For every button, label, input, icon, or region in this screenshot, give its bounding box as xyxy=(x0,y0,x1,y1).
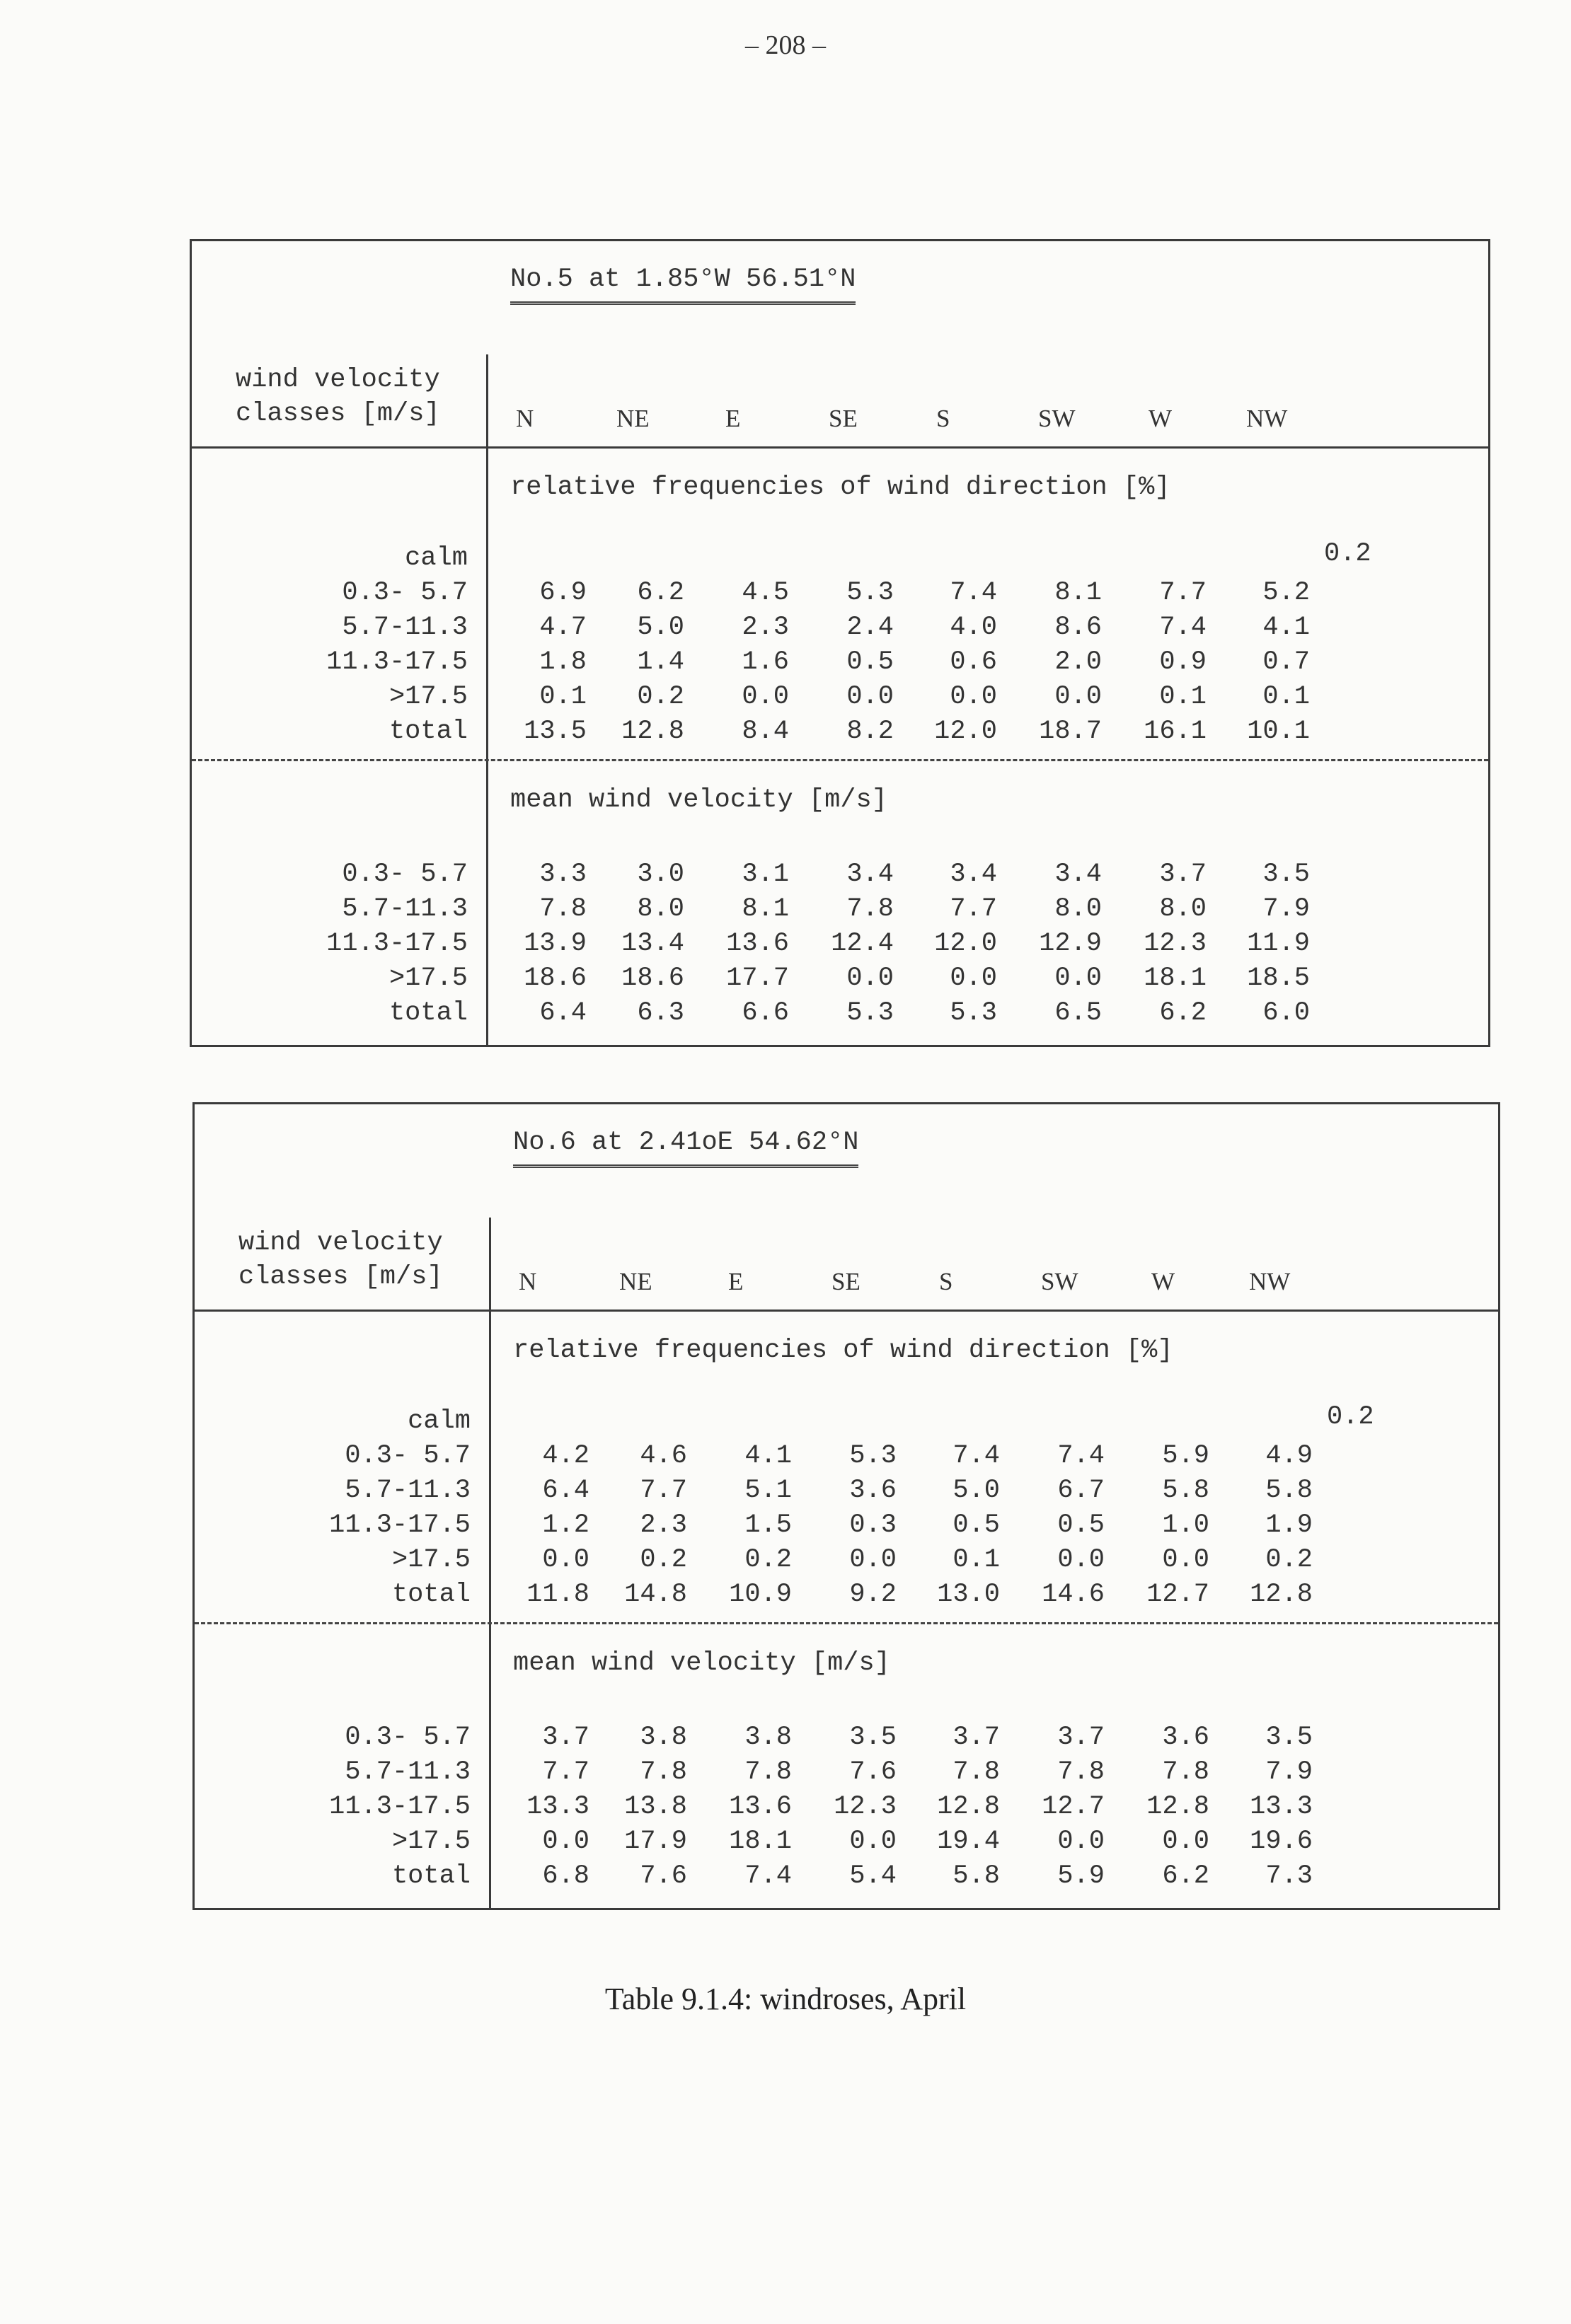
table-caption: Table 9.1.4: windroses, April xyxy=(604,1982,967,2016)
table-cell: 3.6 xyxy=(849,1476,897,1505)
header-rule xyxy=(195,1310,1498,1312)
table-cell: 0.9 xyxy=(1159,647,1207,677)
table-cell: 5.3 xyxy=(849,1441,897,1471)
table-cell: 3.4 xyxy=(1054,860,1102,889)
table-cell: 2.0 xyxy=(1054,647,1102,677)
row-label: 5.7-11.3 xyxy=(345,1476,471,1505)
table-cell: 3.7 xyxy=(953,1723,1000,1752)
table-cell: 5.4 xyxy=(849,1861,897,1891)
row-label: >17.5 xyxy=(391,1545,471,1575)
table-cell: 12.3 xyxy=(834,1792,897,1822)
table-cell: 3.3 xyxy=(539,860,587,889)
station-table-no6 xyxy=(192,1102,1500,1910)
table-cell: 5.9 xyxy=(1057,1861,1105,1891)
table-cell: 4.1 xyxy=(744,1441,792,1471)
table-cell: 0.1 xyxy=(1262,682,1310,712)
table-cell: 3.7 xyxy=(542,1723,589,1752)
table-cell: 0.0 xyxy=(742,682,789,712)
table-cell: 5.8 xyxy=(1265,1476,1313,1505)
table-cell: 0.2 xyxy=(744,1545,792,1575)
table-cell: 3.4 xyxy=(950,860,997,889)
table-cell: 13.6 xyxy=(726,929,789,959)
table-cell: 1.2 xyxy=(542,1510,589,1540)
table-cell: 12.8 xyxy=(621,717,684,746)
table-cell: 8.0 xyxy=(1159,894,1207,924)
table-cell: 14.6 xyxy=(1042,1580,1105,1609)
table-cell: 7.4 xyxy=(950,578,997,608)
table-cell: 0.0 xyxy=(1054,964,1102,993)
table-cell: 13.6 xyxy=(729,1792,792,1822)
row-label: total xyxy=(391,1861,471,1891)
table-cell: 5.0 xyxy=(637,613,684,642)
table-cell: 7.4 xyxy=(1057,1441,1105,1471)
table-cell: 6.3 xyxy=(637,998,684,1028)
table-cell: 6.2 xyxy=(1159,998,1207,1028)
direction-header-ne: NE xyxy=(619,1268,652,1295)
row-label: 0.3- 5.7 xyxy=(345,1723,471,1752)
section-title-mean-velocity: mean wind velocity [m/s] xyxy=(510,785,887,815)
table-cell: 12.0 xyxy=(934,929,997,959)
row-label: 0.3- 5.7 xyxy=(342,860,468,889)
table-cell: 0.5 xyxy=(953,1510,1000,1540)
section-title-mean-velocity: mean wind velocity [m/s] xyxy=(513,1648,890,1678)
table-cell: 7.8 xyxy=(953,1757,1000,1787)
direction-header-w: W xyxy=(1149,405,1173,432)
table-cell: 6.5 xyxy=(1054,998,1102,1028)
column-divider xyxy=(486,354,488,1045)
table-cell: 0.0 xyxy=(542,1545,589,1575)
table-cell: 0.0 xyxy=(1054,682,1102,712)
table-cell: 9.2 xyxy=(849,1580,897,1609)
table-cell: 2.3 xyxy=(640,1510,687,1540)
row-label: >17.5 xyxy=(389,964,468,993)
table-cell: 4.1 xyxy=(1262,613,1310,642)
direction-header-s: S xyxy=(939,1268,953,1295)
table-cell: 5.1 xyxy=(744,1476,792,1505)
table-cell: 13.3 xyxy=(1250,1792,1313,1822)
page-number: – 208 – xyxy=(745,30,826,60)
header-label: wind velocity xyxy=(236,365,440,395)
row-label: >17.5 xyxy=(391,1827,471,1856)
row-label: 0.3- 5.7 xyxy=(345,1441,471,1471)
section-title-frequencies: relative frequencies of wind direction [%] xyxy=(510,473,1170,502)
table-cell: 0.0 xyxy=(1057,1827,1105,1856)
section-title-frequencies: relative frequencies of wind direction [%] xyxy=(513,1336,1173,1365)
table-cell: 14.8 xyxy=(624,1580,687,1609)
table-cell: 2.4 xyxy=(846,613,894,642)
direction-header-n: N xyxy=(516,405,534,432)
table-cell: 0.0 xyxy=(849,1827,897,1856)
table-cell: 7.8 xyxy=(1057,1757,1105,1787)
table-cell: 0.0 xyxy=(849,1545,897,1575)
row-label: calm xyxy=(408,1406,471,1436)
table-cell: 5.3 xyxy=(950,998,997,1028)
row-label: calm xyxy=(405,543,468,573)
table-cell: 5.3 xyxy=(846,998,894,1028)
header-label: wind velocity xyxy=(238,1228,443,1258)
table-cell: 12.0 xyxy=(934,717,997,746)
table-cell: 0.3 xyxy=(849,1510,897,1540)
table-cell: 4.7 xyxy=(539,613,587,642)
table-cell: 7.4 xyxy=(953,1441,1000,1471)
table-cell: 7.9 xyxy=(1265,1757,1313,1787)
table-cell: 0.1 xyxy=(539,682,587,712)
table-cell: 3.4 xyxy=(846,860,894,889)
table-cell: 6.9 xyxy=(539,578,587,608)
direction-header-nw: NW xyxy=(1246,405,1288,432)
row-label: 11.3-17.5 xyxy=(329,1510,471,1540)
direction-header-sw: SW xyxy=(1038,405,1076,432)
row-label: 11.3-17.5 xyxy=(326,929,468,959)
station-title: No.5 at 1.85°W 56.51°N xyxy=(510,267,856,305)
table-cell: 8.4 xyxy=(742,717,789,746)
table-cell: 7.4 xyxy=(744,1861,792,1891)
table-cell: 18.5 xyxy=(1247,964,1310,993)
column-divider xyxy=(489,1218,491,1908)
table-cell: 6.6 xyxy=(742,998,789,1028)
section-separator xyxy=(192,759,1488,761)
table-cell: 7.4 xyxy=(1159,613,1207,642)
table-cell: 13.8 xyxy=(624,1792,687,1822)
row-label: 11.3-17.5 xyxy=(329,1792,471,1822)
table-cell: 18.6 xyxy=(621,964,684,993)
table-cell: 18.1 xyxy=(1144,964,1207,993)
table-cell: 6.8 xyxy=(542,1861,589,1891)
table-cell: 12.8 xyxy=(1146,1792,1209,1822)
row-label: 11.3-17.5 xyxy=(326,647,468,677)
table-cell: 7.7 xyxy=(542,1757,589,1787)
table-cell: 7.9 xyxy=(1262,894,1310,924)
table-cell: 12.8 xyxy=(937,1792,1000,1822)
direction-header-w: W xyxy=(1151,1268,1175,1295)
table-cell: 13.3 xyxy=(526,1792,589,1822)
table-cell: 7.8 xyxy=(640,1757,687,1787)
direction-header-ne: NE xyxy=(616,405,650,432)
table-cell: 1.0 xyxy=(1162,1510,1209,1540)
table-cell: 13.0 xyxy=(937,1580,1000,1609)
table-cell: 18.7 xyxy=(1039,717,1102,746)
table-cell: 5.8 xyxy=(953,1861,1000,1891)
table-cell: 7.7 xyxy=(950,894,997,924)
table-cell: 5.8 xyxy=(1162,1476,1209,1505)
table-cell: 11.8 xyxy=(526,1580,589,1609)
table-cell: 7.8 xyxy=(744,1757,792,1787)
table-cell: 1.4 xyxy=(637,647,684,677)
table-cell: 0.0 xyxy=(950,682,997,712)
table-cell: 18.1 xyxy=(729,1827,792,1856)
table-cell: 3.8 xyxy=(640,1723,687,1752)
table-cell: 12.7 xyxy=(1146,1580,1209,1609)
table-cell: 7.8 xyxy=(539,894,587,924)
header-label: classes [m/s] xyxy=(236,399,440,429)
table-cell: 0.2 xyxy=(640,1545,687,1575)
table-cell: 17.7 xyxy=(726,964,789,993)
table-cell: 8.0 xyxy=(1054,894,1102,924)
table-cell: 3.0 xyxy=(637,860,684,889)
header-label: classes [m/s] xyxy=(238,1262,443,1292)
station-table-no5 xyxy=(190,239,1490,1047)
table-cell: 7.8 xyxy=(1162,1757,1209,1787)
table-cell: 4.5 xyxy=(742,578,789,608)
table-cell: 5.2 xyxy=(1262,578,1310,608)
table-cell: 0.6 xyxy=(950,647,997,677)
table-cell: 12.8 xyxy=(1250,1580,1313,1609)
direction-header-nw: NW xyxy=(1249,1268,1291,1295)
table-cell: 6.2 xyxy=(637,578,684,608)
table-cell: 10.1 xyxy=(1247,717,1310,746)
table-cell: 1.8 xyxy=(539,647,587,677)
table-cell: 3.5 xyxy=(1262,860,1310,889)
direction-header-se: SE xyxy=(829,405,858,432)
table-cell: 7.3 xyxy=(1265,1861,1313,1891)
table-cell: 3.8 xyxy=(744,1723,792,1752)
row-label: total xyxy=(391,1580,471,1609)
table-cell: 13.9 xyxy=(524,929,587,959)
table-cell: 0.0 xyxy=(542,1827,589,1856)
direction-header-e: E xyxy=(725,405,741,432)
table-cell: 0.2 xyxy=(1265,1545,1313,1575)
table-cell: 0.7 xyxy=(1262,647,1310,677)
table-cell: 16.1 xyxy=(1144,717,1207,746)
table-cell: 17.9 xyxy=(624,1827,687,1856)
table-cell: 7.8 xyxy=(846,894,894,924)
table-cell: 3.6 xyxy=(1162,1723,1209,1752)
direction-header-n: N xyxy=(519,1268,537,1295)
table-cell: 3.5 xyxy=(1265,1723,1313,1752)
table-cell: 13.4 xyxy=(621,929,684,959)
row-label: 5.7-11.3 xyxy=(342,894,468,924)
table-cell: 8.6 xyxy=(1054,613,1102,642)
table-cell: 6.4 xyxy=(542,1476,589,1505)
table-cell: 7.7 xyxy=(640,1476,687,1505)
table-cell: 3.1 xyxy=(742,860,789,889)
table-cell: 1.6 xyxy=(742,647,789,677)
table-cell: 19.4 xyxy=(937,1827,1000,1856)
table-cell: 7.6 xyxy=(640,1861,687,1891)
table-cell: 0.0 xyxy=(846,682,894,712)
table-cell: 0.0 xyxy=(1162,1545,1209,1575)
table-cell: 8.1 xyxy=(1054,578,1102,608)
table-cell: 4.9 xyxy=(1265,1441,1313,1471)
calm-value: 0.2 xyxy=(1324,539,1371,569)
direction-header-sw: SW xyxy=(1041,1268,1078,1295)
table-cell: 5.0 xyxy=(953,1476,1000,1505)
table-cell: 3.5 xyxy=(849,1723,897,1752)
direction-header-e: E xyxy=(728,1268,744,1295)
table-cell: 11.9 xyxy=(1247,929,1310,959)
table-cell: 0.2 xyxy=(637,682,684,712)
table-cell: 0.0 xyxy=(1057,1545,1105,1575)
header-rule xyxy=(192,446,1488,449)
station-title: No.6 at 2.41oE 54.62°N xyxy=(513,1130,858,1168)
row-label: total xyxy=(389,717,468,746)
table-cell: 4.2 xyxy=(542,1441,589,1471)
table-cell: 4.0 xyxy=(950,613,997,642)
table-cell: 12.4 xyxy=(831,929,894,959)
table-cell: 4.6 xyxy=(640,1441,687,1471)
calm-value: 0.2 xyxy=(1327,1402,1374,1432)
table-cell: 12.3 xyxy=(1144,929,1207,959)
table-cell: 1.5 xyxy=(744,1510,792,1540)
row-label: total xyxy=(389,998,468,1028)
row-label: 0.3- 5.7 xyxy=(342,578,468,608)
table-cell: 6.7 xyxy=(1057,1476,1105,1505)
table-cell: 6.2 xyxy=(1162,1861,1209,1891)
table-cell: 8.0 xyxy=(637,894,684,924)
table-cell: 1.9 xyxy=(1265,1510,1313,1540)
table-cell: 5.3 xyxy=(846,578,894,608)
table-cell: 7.6 xyxy=(849,1757,897,1787)
table-cell: 0.0 xyxy=(846,964,894,993)
table-cell: 13.5 xyxy=(524,717,587,746)
table-cell: 12.7 xyxy=(1042,1792,1105,1822)
table-cell: 0.1 xyxy=(1159,682,1207,712)
table-cell: 7.7 xyxy=(1159,578,1207,608)
table-cell: 12.9 xyxy=(1039,929,1102,959)
table-cell: 0.0 xyxy=(1162,1827,1209,1856)
table-cell: 10.9 xyxy=(729,1580,792,1609)
direction-header-s: S xyxy=(936,405,950,432)
direction-header-se: SE xyxy=(831,1268,861,1295)
table-cell: 3.7 xyxy=(1159,860,1207,889)
row-label: >17.5 xyxy=(389,682,468,712)
row-label: 5.7-11.3 xyxy=(345,1757,471,1787)
table-cell: 3.7 xyxy=(1057,1723,1105,1752)
table-cell: 8.2 xyxy=(846,717,894,746)
row-label: 5.7-11.3 xyxy=(342,613,468,642)
section-separator xyxy=(195,1622,1498,1624)
table-cell: 0.5 xyxy=(1057,1510,1105,1540)
table-cell: 6.4 xyxy=(539,998,587,1028)
table-cell: 8.1 xyxy=(742,894,789,924)
table-cell: 6.0 xyxy=(1262,998,1310,1028)
table-cell: 19.6 xyxy=(1250,1827,1313,1856)
table-cell: 0.0 xyxy=(950,964,997,993)
table-cell: 0.5 xyxy=(846,647,894,677)
table-cell: 18.6 xyxy=(524,964,587,993)
table-cell: 0.1 xyxy=(953,1545,1000,1575)
table-cell: 5.9 xyxy=(1162,1441,1209,1471)
table-cell: 2.3 xyxy=(742,613,789,642)
